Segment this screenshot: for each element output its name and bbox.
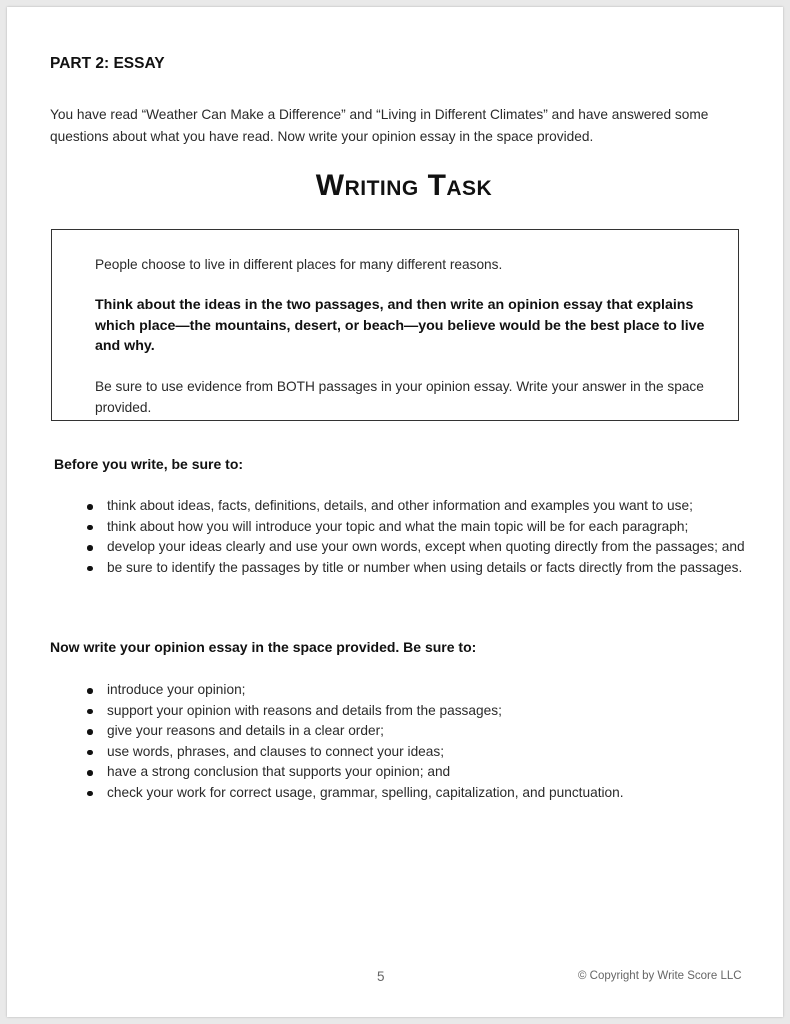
list-item: be sure to identify the passages by title or number when using details or facts directly from the passages. — [107, 558, 747, 579]
section-title: PART 2: ESSAY — [50, 55, 165, 72]
task-prompt: Think about the ideas in the two passages, and then write an opinion essay that explains which place—the mountains, desert, or beach—you believe would be the best place to live and why. — [95, 297, 705, 354]
list-item: think about ideas, facts, definitions, details, and other information and examples you want to use; — [107, 496, 747, 517]
before-write-list — [64, 496, 747, 578]
list-item: think about how you will introduce your topic and what the main topic will be for each paragraph; — [107, 517, 747, 538]
now-write-heading: Now write your opinion essay in the space provided. Be sure to: — [50, 639, 477, 655]
task-evidence-note: Be sure to use evidence from BOTH passages in your opinion essay. Write your answer in the space provided. — [95, 379, 704, 415]
list-item: use words, phrases, and clauses to connect your ideas; — [107, 742, 747, 763]
copyright-notice: © Copyright by Write Score LLC — [578, 970, 742, 982]
task-intro-line: People choose to live in different places for many different reasons. — [95, 257, 503, 272]
page-number: 5 — [377, 969, 385, 984]
list-item: check your work for correct usage, grammar, spelling, capitalization, and punctuation. — [107, 783, 747, 804]
list-item: develop your ideas clearly and use your own words, except when quoting directly from the passages; and — [107, 537, 747, 558]
list-item: have a strong conclusion that supports your opinion; and — [107, 762, 747, 783]
list-item: give your reasons and details in a clear order; — [107, 721, 747, 742]
writing-task-box — [51, 229, 739, 421]
list-item: support your opinion with reasons and details from the passages; — [107, 701, 747, 722]
writing-task-heading: Writing Task — [315, 169, 493, 202]
intro-paragraph: You have read “Weather Can Make a Difference” and “Living in Different Climates” and have answered some questions about what you have read. Now write your opinion essay in the space provided. — [50, 107, 709, 144]
before-write-heading: Before you write, be sure to: — [54, 456, 244, 472]
document-page — [7, 7, 783, 1017]
list-item: introduce your opinion; — [107, 680, 747, 701]
now-write-list — [64, 680, 747, 804]
